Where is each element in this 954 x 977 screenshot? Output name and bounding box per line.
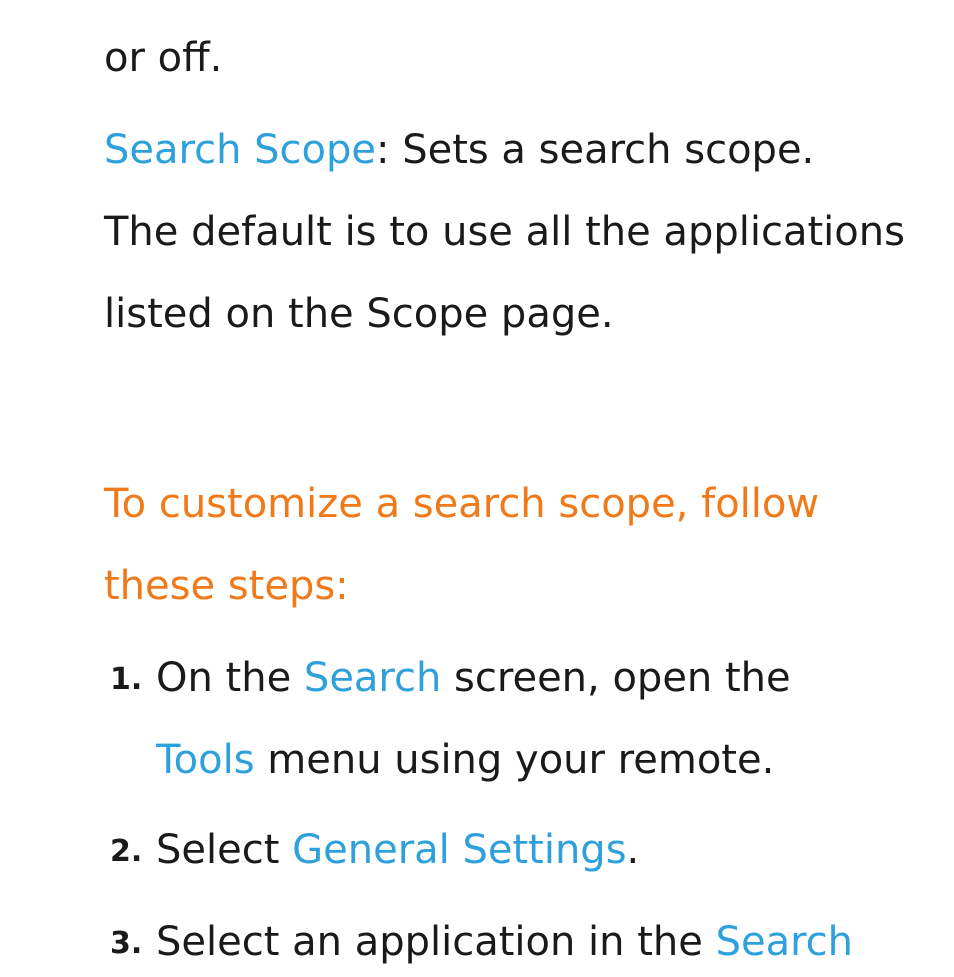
step-1-line-2 bbox=[156, 736, 774, 784]
step-2-text-a: Select bbox=[156, 827, 293, 873]
step-1-text-c: menu using your remote. bbox=[254, 737, 775, 783]
search-scope-term: Search Scope bbox=[104, 127, 376, 173]
search-screen-link: Search bbox=[303, 655, 442, 701]
tools-menu-link: Tools bbox=[156, 737, 255, 783]
section-heading-text-2: these steps: bbox=[104, 563, 349, 609]
search-scope-line-2 bbox=[104, 208, 905, 256]
step-2-text-b: . bbox=[626, 827, 640, 873]
search-scope-default-text: The default is to use all the applications bbox=[104, 209, 905, 255]
step-1-line-1 bbox=[156, 654, 791, 702]
search-scope-link: Search bbox=[715, 919, 854, 965]
step-3-text-a: Select an application in the bbox=[156, 919, 716, 965]
step-1-number: 1. bbox=[110, 662, 143, 697]
continuation-text: or off. bbox=[104, 35, 223, 81]
section-heading-text-1: To customize a search scope, follow bbox=[104, 481, 820, 527]
step-2-number: 2. bbox=[110, 834, 143, 869]
search-scope-line-3 bbox=[104, 290, 614, 338]
search-scope-description: : Sets a search scope. bbox=[376, 127, 815, 173]
step-2-line-1 bbox=[156, 826, 639, 874]
search-scope-line-1 bbox=[104, 126, 814, 174]
section-heading-line-1 bbox=[104, 480, 819, 528]
step-1-text-b: screen, open the bbox=[441, 655, 791, 701]
general-settings-link: General Settings bbox=[292, 827, 627, 873]
step-1-text-a: On the bbox=[156, 655, 304, 701]
section-heading-line-2 bbox=[104, 562, 349, 610]
search-scope-listed-text: listed on the Scope page. bbox=[104, 291, 614, 337]
paragraph-continuation bbox=[104, 34, 222, 82]
step-3-line-1 bbox=[156, 918, 853, 966]
step-3-number: 3. bbox=[110, 926, 143, 961]
